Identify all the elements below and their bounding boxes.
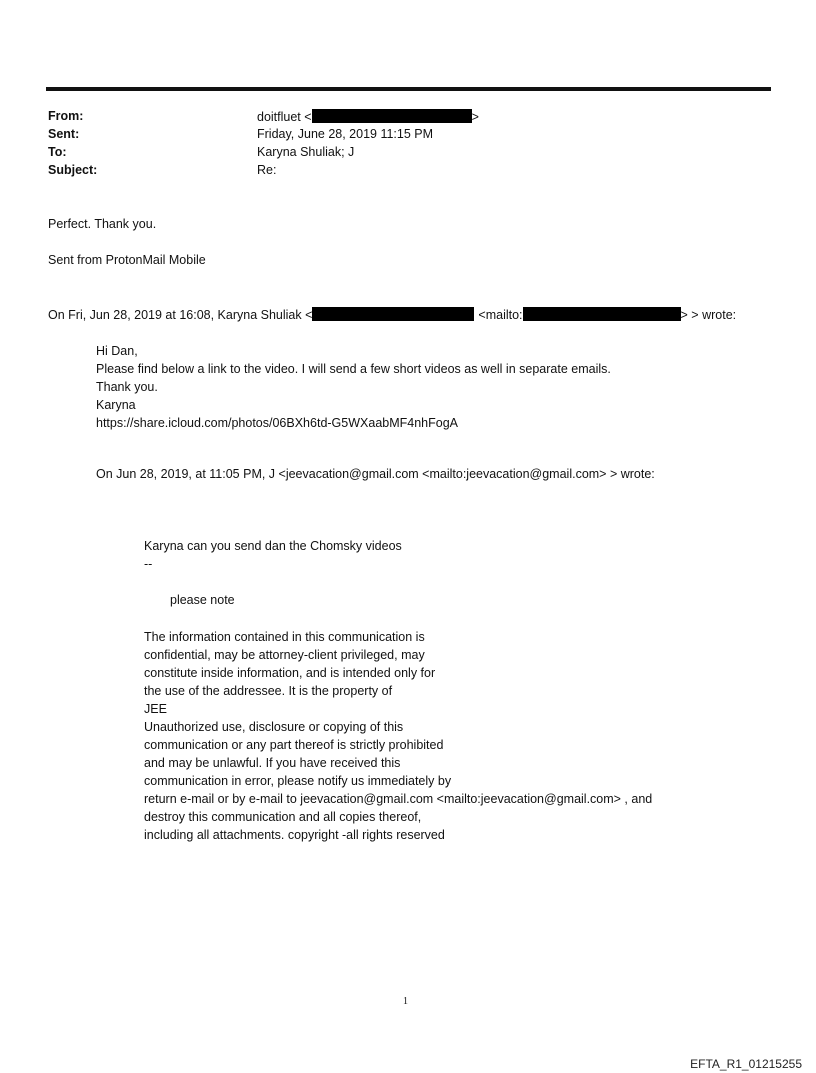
disclaimer-line: return e-mail or by e-mail to jeevacation@gmail.com <mailto:jeevacation@gmail.com> , and <box>144 792 653 806</box>
quote1-header <box>48 307 736 322</box>
disclaimer-line: confidential, may be attorney-client privileged, may <box>144 648 425 662</box>
signature: Sent from ProtonMail Mobile <box>48 253 206 267</box>
header-rule <box>46 87 771 91</box>
disclaimer-line: the use of the addressee. It is the property of <box>144 684 393 698</box>
quote1-line: Please find below a link to the video. I will send a few short videos as well in separate emails. <box>96 362 611 376</box>
from-value <box>257 109 479 124</box>
to-label: To: <box>48 145 67 159</box>
quote1-prefix: On Fri, Jun 28, 2019 at 16:08, Karyna Shuliak < <box>48 308 313 322</box>
page-number: 1 <box>403 996 408 1007</box>
quote1-suffix: > > wrote: <box>680 308 737 322</box>
sent-value: Friday, June 28, 2019 11:15 PM <box>257 127 434 141</box>
redaction-box <box>312 307 474 321</box>
disclaimer-line: constitute inside information, and is intended only for <box>144 666 436 680</box>
quote1-mailto: <mailto: <box>478 308 523 322</box>
disclaimer-line: destroy this communication and all copies thereof, <box>144 810 422 824</box>
reply-text: Perfect. Thank you. <box>48 217 157 231</box>
quote1-link: https://share.icloud.com/photos/06BXh6td-G5WXaabMF4nhFogA <box>96 416 458 430</box>
disclaimer <box>144 628 652 844</box>
disclaimer-line: Unauthorized use, disclosure or copying of this <box>144 720 404 734</box>
document-id: EFTA_R1_01215255 <box>690 1057 802 1071</box>
to-value: Karyna Shuliak; J <box>257 145 355 159</box>
disclaimer-line: and may be unlawful. If you have received this <box>144 756 401 770</box>
quote2-text: Karyna can you send dan the Chomsky videos <box>144 539 402 553</box>
quote1-line: Karyna <box>96 398 136 412</box>
quote2-header: On Jun 28, 2019, at 11:05 PM, J <jeevacation@gmail.com <mailto:jeevacation@gmail.com> > wrote: <box>96 467 655 481</box>
quote1-line: Hi Dan, <box>96 344 138 358</box>
disclaimer-line: JEE <box>144 702 167 716</box>
disclaimer-line: The information contained in this communication is <box>144 630 425 644</box>
redaction-box <box>312 109 472 123</box>
quote1-line: Thank you. <box>96 380 158 394</box>
redaction-box <box>523 307 681 321</box>
sent-label: Sent: <box>48 127 80 141</box>
subject-label: Subject: <box>48 163 98 177</box>
quote2-separator: -- <box>144 557 153 571</box>
subject-value: Re: <box>257 163 277 177</box>
disclaimer-line: including all attachments. copyright -all rights reserved <box>144 828 445 842</box>
from-name: doitfluet < <box>257 110 312 124</box>
quote1-body <box>96 342 611 432</box>
please-note: please note <box>170 593 235 607</box>
from-bracket: > <box>471 110 479 124</box>
from-label: From: <box>48 109 84 123</box>
disclaimer-line: communication or any part thereof is strictly prohibited <box>144 738 444 752</box>
disclaimer-line: communication in error, please notify us immediately by <box>144 774 452 788</box>
